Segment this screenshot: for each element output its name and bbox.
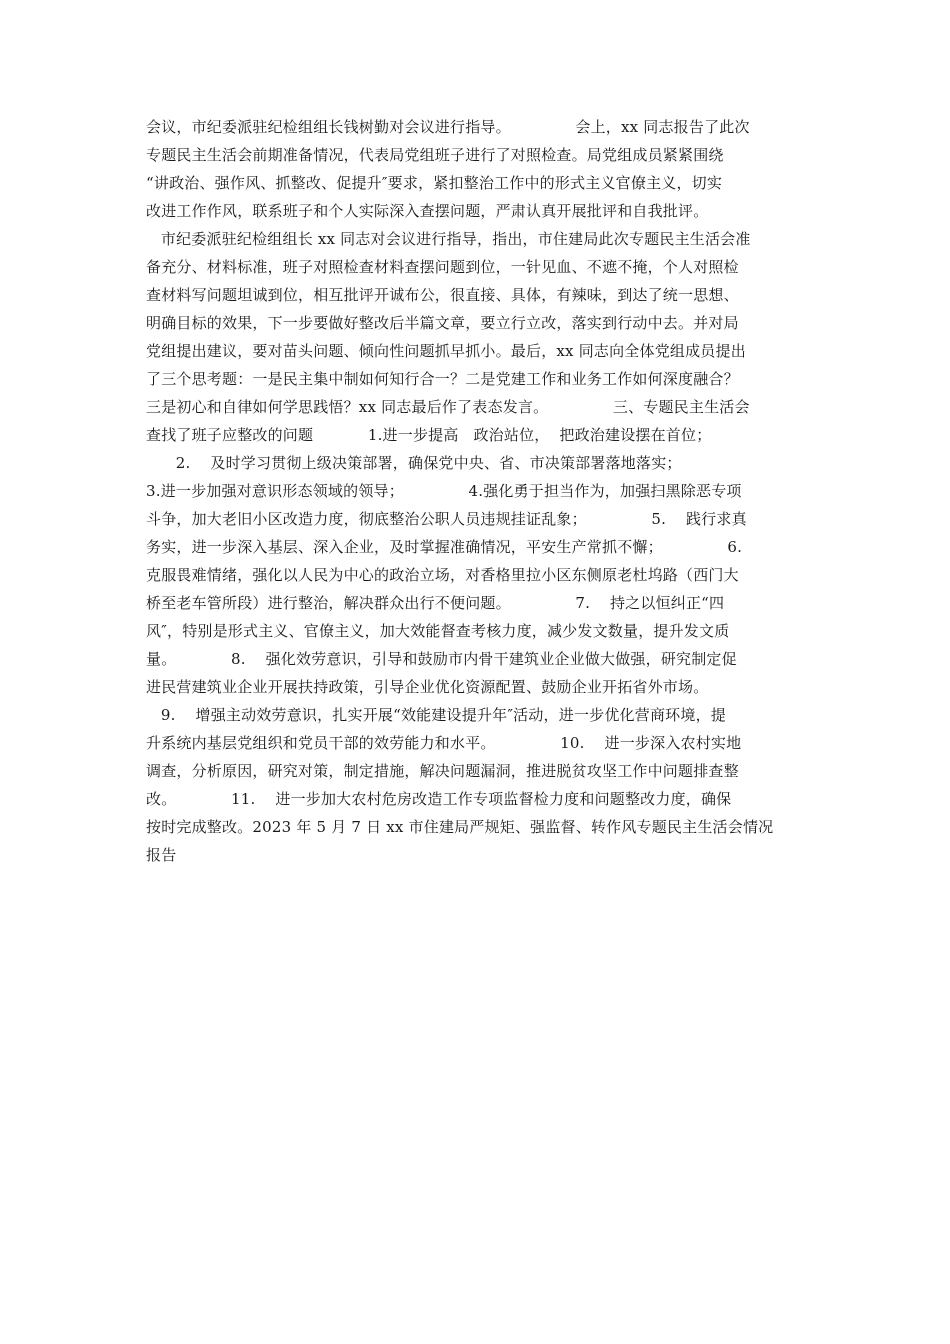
- text-line: 改进工作作风，联系班子和个人实际深入查摆问题，严肃认真开展批评和自我批评。: [146, 202, 709, 220]
- text-line: 党组提出建议，要对苗头问题、倾向性问题抓早抓小。最后，xx 同志向全体党组成员提出: [146, 342, 746, 360]
- text-line: 了三个思考题：一是民主集中制如何知行合一？二是党建工作和业务工作如何深度融合？: [146, 370, 739, 388]
- text-line: 专题民主生活会前期准备情况，代表局党组班子进行了对照检查。局党组成员紧紧围绕: [146, 146, 724, 164]
- text-line: 桥至老车管所段）进行整治，解决群众出行不便问题。 7. 持之以恒纠正“四: [146, 594, 725, 612]
- text-line: 升系统内基层党组织和党员干部的效劳能力和水平。 10. 进一步深入农村实地: [146, 734, 742, 752]
- text-line: 调查，分析原因，研究对策，制定措施，解决问题漏洞，推进脱贫攻坚工作中问题排查整: [146, 762, 739, 780]
- text-line: 2. 及时学习贯彻上级决策部署，确保党中央、省、市决策部署落地落实；: [146, 454, 682, 472]
- text-line: 查材料写问题坦诚到位，相互批评开诚布公，很直接、具体，有辣味，到达了统一思想、: [146, 286, 739, 304]
- text-line: 备充分、材料标准，班子对照检查材料查摆问题到位，一针见血、不遮不掩，个人对照检: [146, 258, 739, 276]
- text-line: 市纪委派驻纪检组组长 xx 同志对会议进行指导，指出，市住建局此次专题民主生活会准: [146, 230, 751, 248]
- text-line: 量。 8. 强化效劳意识，引导和鼓励市内骨干建筑业企业做大做强，研究制定促: [146, 650, 737, 668]
- text-line: 三是初心和自律如何学思践悟？xx 同志最后作了表态发言。 三、专题民主生活会: [146, 398, 750, 416]
- text-line: 进民营建筑业企业开展扶持政策，引导企业优化资源配置、鼓励企业开拓省外市场。: [146, 678, 709, 696]
- text-line: 会议，市纪委派驻纪检组组长钱树勤对会议进行指导。 会上，xx 同志报告了此次: [146, 118, 750, 136]
- text-line: 克服畏难情绪，强化以人民为中心的政治立场，对香格里拉小区东侧原老杜坞路（西门大: [146, 566, 739, 584]
- text-line: 9. 增强主动效劳意识，扎实开展“效能建设提升年″活动，进一步优化营商环境，提: [146, 706, 726, 724]
- text-line: “讲政治、强作风、抓整改、促提升″要求，紧扣整治工作中的形式主义官僚主义，切实: [146, 174, 723, 192]
- text-line: 按时完成整改。2023 年 5 月 7 日 xx 市住建局严规矩、强监督、转作风专题民主生活会情况: [146, 818, 774, 836]
- text-line: 风″，特别是形式主义、官僚主义，加大效能督查考核力度，减少发文数量，提升发文质: [146, 622, 730, 640]
- text-line: 务实，进一步深入基层、深入企业，及时掌握准确情况，平安生产常抓不懈； 6.: [146, 538, 743, 556]
- text-line: 改。 11. 进一步加大农村危房改造工作专项监督检力度和问题整改力度，确保: [146, 790, 732, 808]
- text-line: 3.进一步加强对意识形态领域的领导； 4.强化勇于担当作为，加强扫黑除恶专项: [146, 482, 742, 500]
- text-line: 明确目标的效果，下一步要做好整改后半篇文章，要立行立改，落实到行动中去。并对局: [146, 314, 739, 332]
- body-text: [146, 113, 810, 869]
- text-line: 斗争，加大老旧小区改造力度，彻底整治公职人员违规挂证乱象； 5. 践行求真: [146, 510, 747, 528]
- text-line: 报告: [146, 846, 177, 864]
- text-line: 查找了班子应整改的问题 1.进一步提高 政治站位， 把政治建设摆在首位；: [146, 426, 712, 444]
